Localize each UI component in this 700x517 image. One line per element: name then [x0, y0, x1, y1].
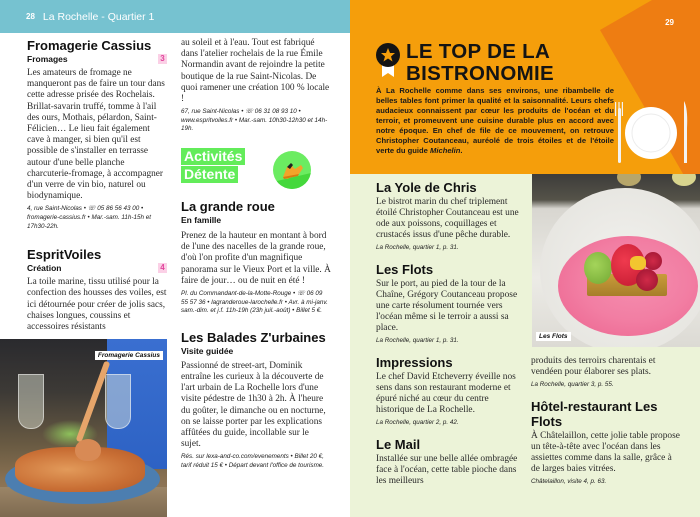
section-title — [181, 148, 245, 184]
activity-category: Visite guidée — [181, 345, 234, 356]
restaurant-item — [376, 355, 526, 427]
entry-text-continued: au soleil et à l'eau. Tout est fabriqué dans l'atelier rochelais de la rue Émile Normandin avant de rejoindre la petite boutique de la rue Saint-Nicolas. De quoi ramener une création 100 % locale ! — [181, 38, 330, 105]
activity-grande-roue — [181, 199, 331, 316]
entry-text: La toile marine, tissu utilisé pour la confection des housses des voiles, est ici détournée pour créer de jolis sacs, chaises longues, coussins et accessoires résistants — [27, 277, 167, 333]
intro-text: À La Rochelle comme dans ses environs, une ribambelle de belles tables font primer la qualité et la saisonnalité. Leurs chefs audacieux connaissent par cœur les produits de l'océan et du terroir, et promeuvent une cuisine durable plus en accord avec notre époque. En chef de file de ce mouvement, on retrouve Christopher Coutanceau, auréolé de trois étoiles et de l'étoile verte du guide — [376, 86, 614, 155]
entry-name: EspritVoiles — [27, 247, 102, 263]
activity-text: Prenez de la hauteur en montant à bord de l'une des nacelles de la grande roue, d'où l'on profite d'un magnifique panorama sur le Vieux Port et la ville. À faire de jour… ou de nuit en été ! — [181, 231, 331, 286]
section-title-line1: Activités — [181, 148, 245, 165]
entry-espritvoiles — [27, 247, 167, 333]
entry-fromagerie-cassius — [27, 38, 167, 231]
feature-title-line1: LE TOP DE LA — [406, 40, 551, 63]
activity-text: Passionné de street-art, Dominik entraîne les curieux à la découverte de l'art urbain de La Rochelle lors d'une visite pédestre de 1h30 à 2h. À l'heure du goûter, le dimanche ou en nocturne, on se laisse porter par les explications affûtées du guide, incollable sur le sujet. — [181, 360, 326, 450]
photo-caption: Fromagerie Cassius — [95, 351, 163, 360]
restaurant-text-continued: produits des terroirs charentais et vendéen pour élaborer ses plats. — [531, 356, 656, 377]
intro-italic: Michelin — [430, 146, 461, 155]
photo-detail — [617, 174, 641, 186]
photo-caption: Les Flots — [536, 332, 571, 341]
restaurant-ref: Châtelaillon, visite 4, p. 63. — [531, 478, 607, 485]
entry-name: Fromagerie Cassius — [27, 38, 152, 53]
restaurant-item — [531, 399, 681, 486]
restaurants-column-right — [531, 356, 681, 496]
restaurants-column-left — [376, 180, 526, 497]
entry-category: Fromages — [27, 54, 68, 64]
activity-info: Rés. sur lexa-and-co.com/evenements • Billet 20 €, tarif réduit 15 € • Départ devant l'office de tourisme. — [181, 453, 325, 470]
entry-category-row — [27, 53, 167, 65]
map-number-badge: 3 — [158, 54, 167, 64]
plate-cutlery-icon — [608, 98, 698, 168]
photo-detail — [630, 256, 646, 270]
photo-detail — [644, 252, 662, 270]
feature-header — [350, 0, 700, 174]
restaurant-item — [376, 437, 526, 487]
activity-name: La grande roue — [181, 199, 275, 214]
feature-title — [406, 41, 554, 85]
intro-end: . — [460, 146, 463, 155]
restaurant-ref: La Rochelle, quartier 3, p. 55. — [531, 381, 614, 388]
medal-star-icon — [376, 43, 400, 77]
restaurant-name: Le Mail — [376, 437, 421, 452]
page-header — [0, 0, 350, 33]
restaurant-text: À Châtelaillon, cette jolie table propose un tête-à-tête avec l'océan dans les assiettes comme dans la salle, grâce à de larges baies vitrées. — [531, 431, 680, 474]
restaurant-name: Les Flots — [376, 262, 434, 277]
middle-column — [181, 38, 331, 471]
entry-text: Les amateurs de fromage ne manqueront pas de faire un tour dans cette adresse prisée des Rochelais. Brillat-savarin truffé, tomme à l'ail des ours, Mothais, pélardon, Saint-Félicien… Le lieu fait également cave à manger, si bien qu'il est possible de s'installer en terrasse autour d'une belle planche charcuterie-fromage, à accompagner d'un verre de vin bio, naturel ou biodynamique. — [27, 68, 165, 202]
map-number-badge: 4 — [158, 263, 167, 273]
page-number: 29 — [665, 18, 674, 27]
entry-category: Création — [27, 263, 62, 274]
photo-detail — [584, 252, 612, 284]
entry-info: 67, rue Saint-Nicolas • ☏ 06 31 08 93 10 • www.espritvoiles.fr • Mar.-sam. 10h30-12h30 et 14h-19h. — [181, 108, 328, 133]
restaurant-ref: La Rochelle, quartier 1, p. 31. — [376, 337, 459, 344]
right-page — [350, 0, 700, 517]
entry-category-row — [27, 262, 167, 274]
restaurant-item — [376, 180, 526, 252]
page-title: La Rochelle - Quartier 1 — [42, 10, 155, 23]
photo-detail — [75, 439, 101, 461]
restaurant-name: La Yole de Chris — [376, 180, 477, 195]
page-number: 28 — [26, 12, 35, 21]
section-banner — [181, 148, 331, 189]
feature-intro — [376, 86, 614, 156]
left-column — [27, 38, 167, 333]
section-title-line2: Détente — [181, 166, 238, 183]
activity-balades-zurbaines — [181, 330, 331, 471]
activity-info: Pl. du Commandant-de-la-Motte-Rouge • ☏ 06 09 55 57 36 • lagranderoue-larochelle.fr • Avr. à mi-janv. sam.-dim. et j.f. 11h-19h (23h juil.-août) • Billet 5 €. — [181, 290, 328, 315]
restaurant-item — [376, 262, 526, 345]
photo-detail — [105, 374, 131, 429]
entry-info: 4, rue Saint-Nicolas • ☏ 05 86 56 43 00 • fromagerie-cassius.fr • Mar.-sam. 11h-15h et 17h30-22h. — [27, 205, 151, 230]
activity-category: En famille — [181, 215, 222, 225]
feature-title-line2: BISTRONOMIE — [406, 62, 554, 85]
restaurant-name: Impressions — [376, 355, 453, 370]
restaurant-text: Installée sur une belle allée ombragée face à l'océan, cette table pioche dans les meilleurs — [376, 454, 518, 486]
restaurant-name: Hôtel-restaurant Les Flots — [531, 399, 658, 429]
restaurant-ref: La Rochelle, quartier 1, p. 31. — [376, 244, 459, 251]
restaurant-text: Le chef David Etcheverry éveille nos sens dans son restaurant moderne et épuré niché au cœur du centre historique de La Rochelle. — [376, 372, 516, 415]
photo-les-flots — [532, 174, 700, 347]
restaurant-item-continued — [531, 356, 681, 389]
restaurant-ref: La Rochelle, quartier 2, p. 42. — [376, 419, 459, 426]
photo-detail — [18, 374, 44, 429]
activity-name: Les Balades Z'urbaines — [181, 329, 326, 345]
photo-detail — [672, 174, 696, 186]
sneaker-icon — [273, 151, 311, 189]
photo-detail — [636, 269, 658, 291]
restaurant-text: Sur le port, au pied de la tour de la Chaîne, Grégory Coutanceau propose une carte résolument tournée vers l'océan même si le terroir a aussi sa place. — [376, 279, 518, 333]
restaurant-text: Le bistrot marin du chef triplement étoilé Christopher Coutanceau est une ode aux poissons, coquillages et crustacés issus d'une pêche durable. — [376, 197, 519, 240]
photo-fromagerie-cassius — [0, 339, 167, 517]
